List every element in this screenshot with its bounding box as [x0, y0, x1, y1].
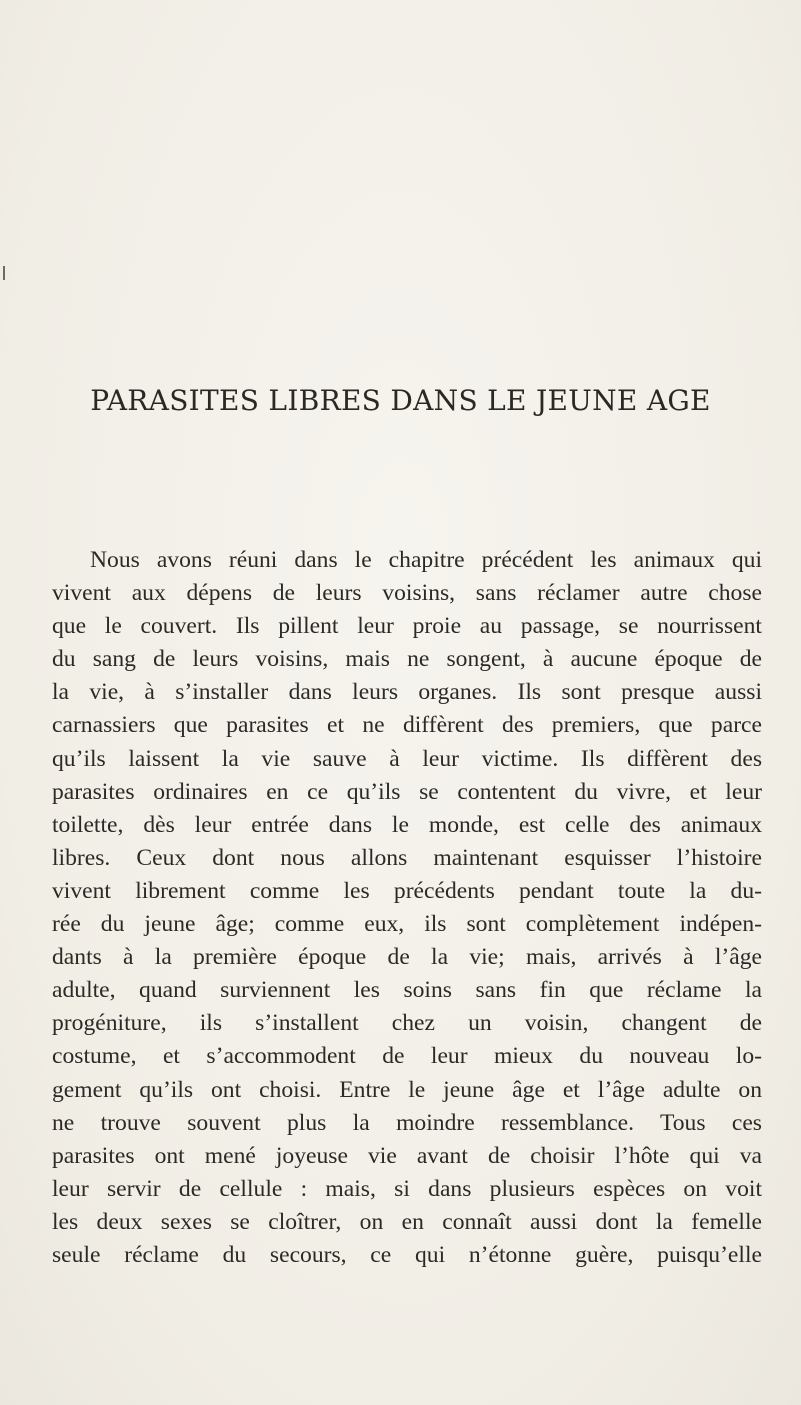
text-line: libres. Ceux dont nous allons maintenant esquisser l’histoire: [52, 844, 762, 871]
text-line: progéniture, ils s’installent chez un voisin, changent de: [52, 1010, 762, 1037]
chapter-title: PARASITES LIBRES DANS LE JEUNE AGE: [90, 384, 711, 417]
text-line: carnassiers que parasites et ne diffèrent des premiers, que parce: [52, 712, 762, 739]
text-line: Nous avons réuni dans le chapitre précédent les animaux qui: [90, 547, 762, 573]
text-line: leur servir de cellule : mais, si dans plusieurs espèces on voit: [52, 1175, 762, 1202]
text-line: parasites ont mené joyeuse vie avant de choisir l’hôte qui va: [52, 1142, 762, 1169]
body-paragraph: [52, 544, 762, 1272]
text-line: adulte, quand surviennent les soins sans fin que réclame la: [52, 977, 762, 1004]
text-line: la vie, à s’installer dans leurs organes. Ils sont presque aussi: [52, 679, 762, 706]
text-line: seule réclame du secours, ce qui n’étonne guère, puisqu’elle: [52, 1241, 762, 1268]
margin-mark: [3, 266, 5, 280]
text-line: qu’ils laissent la vie sauve à leur victime. Ils diffèrent des: [52, 745, 762, 772]
text-line: vivent aux dépens de leurs voisins, sans réclamer autre chose: [52, 580, 762, 607]
text-line: ne trouve souvent plus la moindre ressemblance. Tous ces: [52, 1109, 762, 1136]
text-line: que le couvert. Ils pillent leur proie au passage, se nourrissent: [52, 613, 762, 640]
text-line: toilette, dès leur entrée dans le monde, est celle des animaux: [52, 811, 762, 838]
text-line: dants à la première époque de la vie; mais, arrivés à l’âge: [52, 944, 762, 971]
text-line: parasites ordinaires en ce qu’ils se contentent du vivre, et leur: [52, 778, 762, 805]
text-line: gement qu’ils ont choisi. Entre le jeune âge et l’âge adulte on: [52, 1076, 762, 1103]
text-line: vivent librement comme les précédents pendant toute la du-: [52, 877, 762, 904]
text-line: du sang de leurs voisins, mais ne songent, à aucune époque de: [52, 646, 762, 673]
text-line: rée du jeune âge; comme eux, ils sont complètement indépen-: [52, 911, 762, 938]
text-line: les deux sexes se cloîtrer, on en connaît aussi dont la femelle: [52, 1208, 762, 1235]
text-line: costume, et s’accommodent de leur mieux du nouveau lo-: [52, 1043, 762, 1070]
